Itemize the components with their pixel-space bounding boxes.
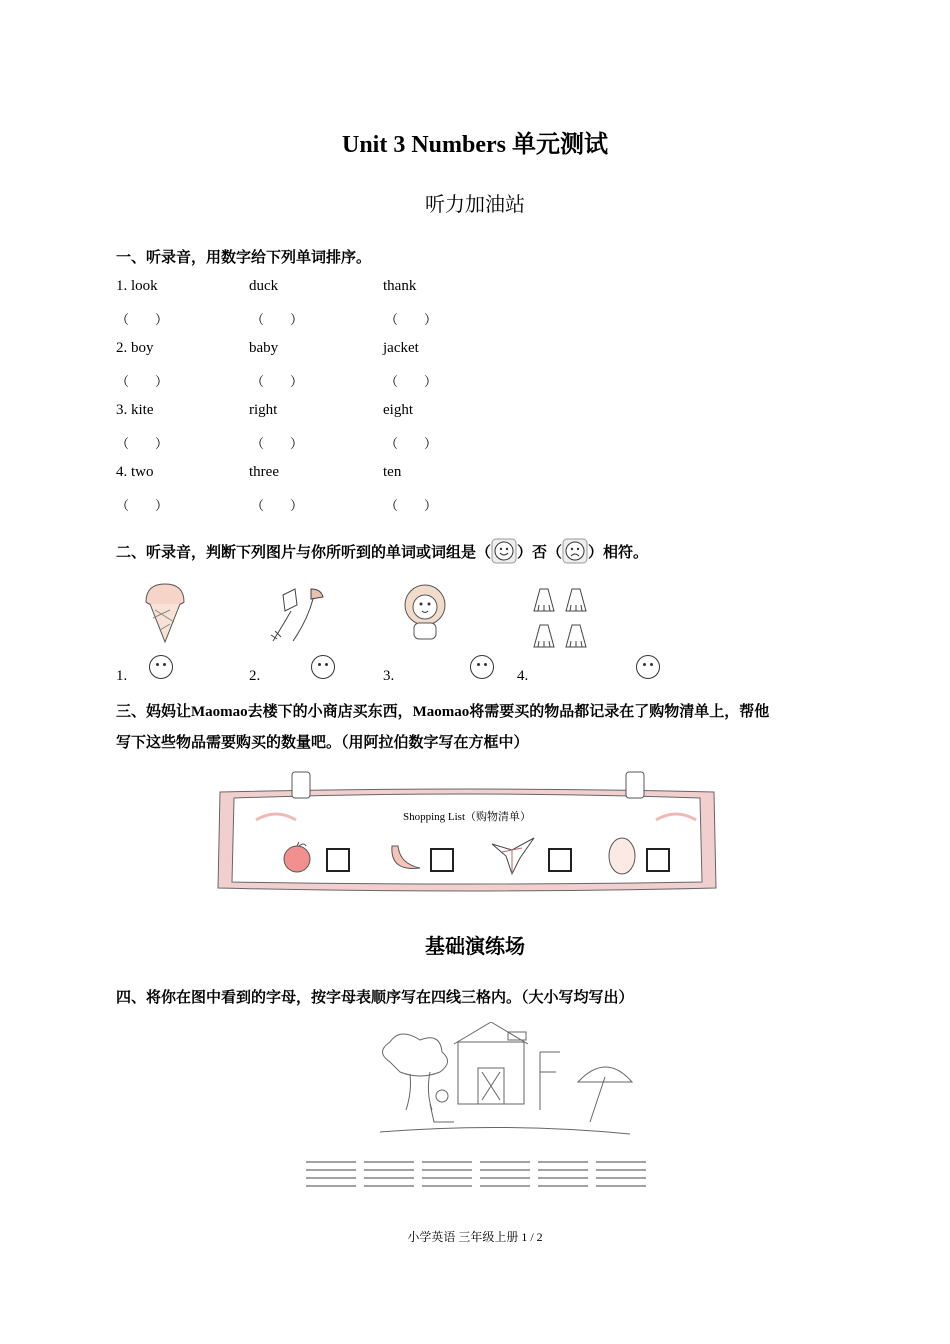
section-basic: 基础演练场 [425,936,525,958]
sad-face-icon [562,538,588,564]
apple-quantity-box[interactable] [326,848,350,872]
kite-icon [263,585,327,645]
q1-word: right [249,402,278,418]
shopping-list-card [216,768,718,896]
q2-item-number: 3. [383,668,395,684]
q1-word: jacket [383,340,419,356]
skirts-icon [530,585,594,657]
egg-icon [606,834,638,876]
answer-paren[interactable]: （ ） [385,498,438,513]
shopping-list-frame [216,768,718,896]
smile-face-icon [491,538,517,564]
q2-prompt-c: ）相符。 [588,544,649,561]
q3-prompt-line2: 写下这些物品需要购买的数量吧。（用阿拉伯数字写在方框中） [116,735,529,751]
page-title: Unit 3 Numbers 单元测试 [341,132,608,158]
answer-paren[interactable]: （ ） [251,436,304,451]
letters-scene-image [370,1022,640,1142]
answer-face-icon[interactable] [636,655,660,679]
answer-paren[interactable]: （ ） [251,498,304,513]
q4-prompt: 四、将你在图中看到的字母，按字母表顺序写在四线三格内。（大小写均写出） [116,990,634,1006]
answer-paren[interactable]: （ ） [385,374,438,389]
answer-paren[interactable]: （ ） [116,312,169,327]
apple-icon [280,840,314,874]
q1-word: 2. boy [116,340,154,356]
answer-face-icon[interactable] [149,655,173,679]
answer-paren[interactable]: （ ） [116,498,169,513]
answer-face-icon[interactable] [311,655,335,679]
q2-prompt-b: ）否（ [517,544,563,561]
q3-prompt-line1: 三、妈妈让Maomao去楼下的小商店买东西，Maomao将需要买的物品都记录在了购物清单上，帮他 [116,704,770,720]
q2-prompt-a: 二、听录音，判断下列图片与你所听到的单词或词组是（ [116,544,492,561]
q1-word: three [249,464,279,480]
answer-paren[interactable]: （ ） [116,374,169,389]
answer-paren[interactable]: （ ） [116,436,169,451]
q1-word: 3. kite [116,402,154,418]
q1-word: thank [383,278,417,294]
kite-icon [488,834,538,878]
q1-prompt: 一、听录音，用数字给下列单词排序。 [116,250,372,266]
answer-paren[interactable]: （ ） [385,436,438,451]
q1-word: eight [383,402,413,418]
q1-word: 1. look [116,278,158,294]
egg-quantity-box[interactable] [646,848,670,872]
q1-word: baby [249,340,279,356]
q1-word: ten [383,464,402,480]
answer-paren[interactable]: （ ） [385,312,438,327]
kite-quantity-box[interactable] [548,848,572,872]
page-footer: 小学英语 三年级上册 1 / 2 [407,1230,543,1244]
q2-prompt [116,538,648,564]
q2-item-number: 1. [116,668,128,684]
answer-paren[interactable]: （ ） [251,374,304,389]
q2-item-number: 2. [249,668,261,684]
answer-face-icon[interactable] [470,655,494,679]
q1-word: duck [249,278,279,294]
section-listening: 听力加油站 [425,194,525,216]
q2-item-number: 4. [517,668,529,684]
ice-cream-icon [140,580,190,644]
shopping-list-title: Shopping List（购物清单） [402,811,532,823]
answer-paren[interactable]: （ ） [251,312,304,327]
banana-icon [386,838,426,876]
q1-word: 4. two [116,464,154,480]
lion-icon [398,583,452,643]
four-line-grid[interactable] [306,1158,646,1198]
banana-quantity-box[interactable] [430,848,454,872]
